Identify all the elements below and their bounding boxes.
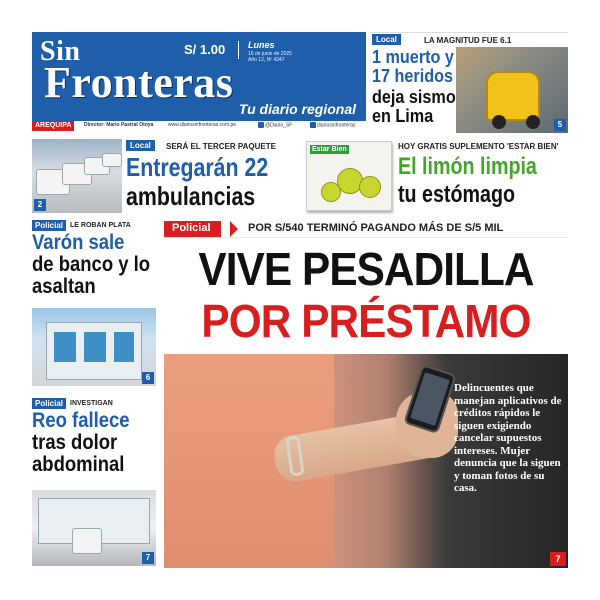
ambulance-shape	[72, 528, 102, 554]
hospital-photo	[32, 490, 156, 566]
story-ambulancias[interactable]	[32, 139, 300, 213]
twitter-icon	[258, 122, 264, 128]
director-credit: Director: Mario Pastrat Otoya	[84, 122, 154, 128]
info-bar	[32, 121, 366, 131]
supplement-cover	[306, 141, 392, 211]
page-number: 6	[142, 372, 154, 384]
wheel-shape	[492, 115, 506, 129]
twitter-handle-text: @Diario_SF	[265, 122, 293, 129]
headline-rest: tras dolor abdominal	[32, 431, 125, 476]
headline-highlight: Varón sale	[32, 231, 125, 254]
story-main[interactable]	[164, 220, 568, 568]
kicker: POR S/540 TERMINÓ PAGANDO MÁS DE S/5 MIL	[248, 222, 504, 234]
main-tag-bar	[164, 220, 568, 238]
headline-rest: ambulancias	[126, 181, 256, 211]
facebook-icon	[310, 122, 316, 128]
section-tag: Policial	[32, 220, 66, 231]
headline-highlight: Entregarán 22	[126, 152, 269, 182]
city-label: AREQUIPA	[32, 121, 74, 131]
window-shape	[54, 332, 76, 362]
website-link[interactable]: www.diariosinfronteras.com.pe	[168, 122, 237, 128]
story-reo[interactable]	[32, 398, 156, 568]
ambulances-photo	[32, 139, 122, 213]
masthead-divider	[238, 41, 239, 59]
headline-line1: VIVE PESADILLA	[198, 243, 534, 295]
masthead-title-line1: Sin	[40, 36, 81, 67]
issue-number: Año 12, Nº 4347	[248, 57, 285, 63]
masthead-title-line2: Fronteras	[44, 58, 234, 107]
page-number: 7	[550, 552, 566, 566]
issue-date-text: 16 de junio de 2025	[248, 51, 292, 57]
supplement-logo: Estar Bien	[312, 146, 347, 153]
window-shape	[84, 332, 106, 362]
story-description: Delincuentes que manejan aplicativos de créditos rápidos le siguen exigiendo cancelar supuestos intereses. Mujer denuncia que la siguen y toman fotos de su casa.	[454, 382, 562, 494]
bank-photo	[32, 308, 156, 386]
kicker: SERÁ EL TERCER PAQUETE	[166, 142, 276, 151]
story-limon[interactable]	[304, 139, 568, 213]
headline-highlight: Reo fallece	[32, 409, 130, 432]
facebook-handle-text: diariosinfronteras	[317, 122, 356, 129]
headline-line2: POR PRÉSTAMO	[201, 295, 531, 347]
kicker: HOY GRATIS SUPLEMENTO 'ESTAR BIEN'	[398, 142, 559, 151]
masthead	[32, 32, 366, 121]
mototaxi-shape	[486, 71, 540, 121]
section-tag: Local	[372, 34, 401, 45]
section-tag: Policial	[32, 398, 66, 409]
headline-rest: de banco y lo asaltan	[32, 253, 151, 298]
lemon-shape	[359, 176, 381, 198]
story-varon[interactable]	[32, 220, 156, 390]
price: S/ 1.00	[184, 42, 226, 57]
twitter-handle[interactable]	[258, 122, 292, 128]
facebook-handle[interactable]	[310, 122, 355, 128]
wheel-shape	[526, 115, 540, 129]
tag-arrow-icon	[230, 221, 238, 237]
main-photo	[164, 354, 568, 568]
headline-rest: tu estómago	[398, 181, 516, 208]
kicker: LE ROBAN PLATA	[70, 222, 131, 229]
ambulance-shape	[102, 153, 122, 167]
issue-day: Lunes	[248, 40, 275, 50]
headline-highlight: El limón limpia	[398, 153, 537, 180]
kicker: INVESTIGAN	[70, 400, 113, 407]
kicker: LA MAGNITUD FUE 6.1	[424, 36, 512, 45]
page-number: 7	[142, 552, 154, 564]
tagline: Tu diario regional	[238, 101, 356, 117]
issue-date	[248, 51, 292, 63]
lemon-shape	[321, 182, 341, 202]
headline-rest: deja sismo en Lima	[372, 87, 456, 126]
section-tag: Local	[126, 140, 155, 151]
page-number: 2	[34, 199, 46, 211]
sismo-photo	[456, 47, 568, 133]
headline-highlight: 1 muerto y 17 heridos	[372, 47, 454, 86]
page-number: 5	[554, 119, 566, 131]
section-tag: Policial	[164, 221, 221, 237]
story-sismo[interactable]	[370, 32, 568, 132]
window-shape	[114, 332, 134, 362]
